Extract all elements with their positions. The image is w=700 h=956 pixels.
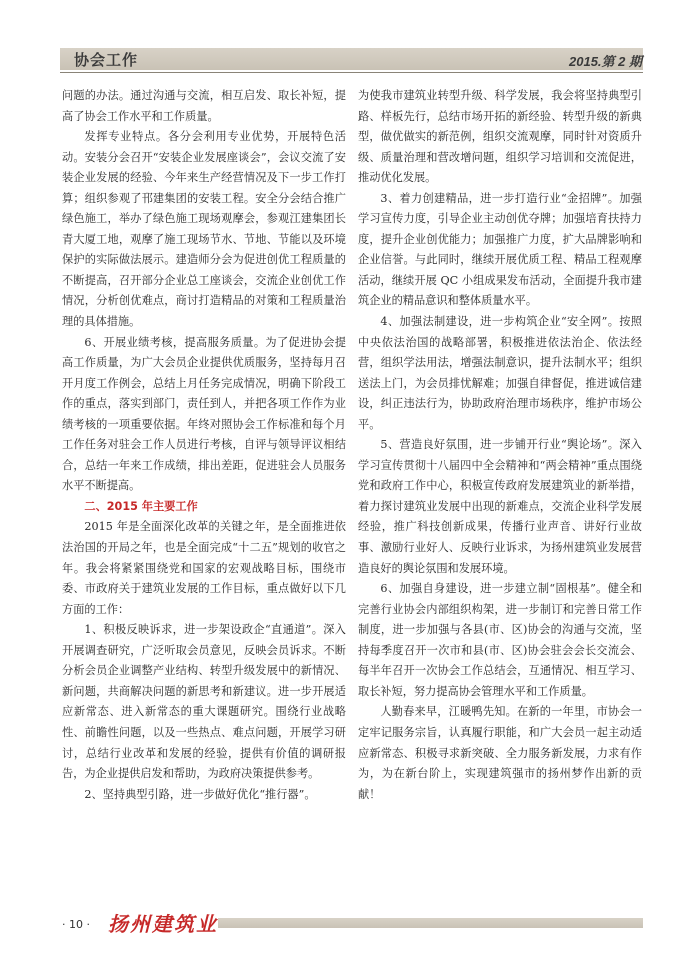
issue-label: 2015.第 2 期 xyxy=(569,54,642,69)
paragraph: 发挥专业特点。各分会利用专业优势，开展特色活动。安装分会召开“安装企业发展座谈会”，会议交流了安装企业发展的经验、今年来生产经营情况及下一步工作打算；组织参观了邗建集团的安装工程。安全分会结合推广绿色施工，举办了绿色施工现场观摩会，参观江建集团长青大厦工地，观摩了施工现场节水、节地、节能以及环境保护的实际做法展示。建造师分会为促进创优工程质量的不断提高，召开部分企业总工座谈会，交流企业创优工作情况，分析创优难点，商讨打造精品的对策和工程质量治理的具体措施。 xyxy=(62,130,346,329)
right-column xyxy=(358,86,642,805)
paragraph: 4、加强法制建设，进一步构筑企业“安全网”。按照中央依法治国的战略部署，积极推进依法治企、依法经营，组织学法用法，增强法制意识，提升法制水平；组织送法上门，为会员排忧解难；加强自律督促，推进诚信建设，纠正违法行为，协助政府治理市场秩序，维护市场公平。 xyxy=(358,315,642,431)
footer-band xyxy=(218,918,643,928)
section-title: 协会工作 xyxy=(74,51,139,69)
paragraph: 2015 年是全面深化改革的关键之年，是全面推进依法治国的开局之年，也是全面完成“十二五”规划的收官之年。我会将紧紧围绕党和国家的宏观战略目标，围绕市委、市政府关于建筑业发展的工作目标，重点做好以下几方面的工作： xyxy=(62,520,346,616)
header-band xyxy=(60,48,643,70)
header-divider xyxy=(60,72,643,73)
section-heading: 二、2015 年主要工作 xyxy=(84,499,198,513)
paragraph: 问题的办法。通过沟通与交流，相互启发、取长补短，提高了协会工作水平和工作质量。 xyxy=(62,89,346,123)
magazine-logo: 扬州建筑业 xyxy=(108,912,218,936)
paragraph: 为使我市建筑业转型升级、科学发展，我会将坚持典型引路、样板先行，总结市场开拓的新经验、转型升级的新典型，做优做实的新范例，组织交流观摩，同时针对资质升级、质量治理和营改增问题，组织学习培训和交流促进，推动优化发展。 xyxy=(358,89,642,185)
paragraph: 1、积极反映诉求，进一步架设政企“直通道”。深入开展调查研究，广泛听取会员意见，反映会员诉求。不断分析会员企业调整产业结构、转型升级发展中的新情况、新问题，共商解决问题的新思考和新建议。进一步开展适应新常态、进入新常态的重大课题研究。围绕行业战略性、前瞻性问题，以及一些热点、难点问题，开展学习研讨，总结行业改革和发展的经验，提供有价值的调研报告，为企业提供启发和帮助，为政府决策提供参考。 xyxy=(62,623,346,781)
paragraph: 3、着力创建精品，进一步打造行业“金招牌”。加强学习宣传力度，引导企业主动创优夺牌；加强培育扶持力度，提升企业创优能力；加强推广力度，扩大品牌影响和企业信誉。与此同时，继续开展优质工程、精品工程观摩活动，继续开展 QC 小组成果发布活动，全面提升我市建筑企业的精品意识和整体质量水平。 xyxy=(358,191,642,308)
left-column xyxy=(62,86,346,805)
paragraph: 2、坚持典型引路，进一步做好优化“推行器”。 xyxy=(84,787,316,801)
paragraph: 人勤春来早，江暖鸭先知。在新的一年里，市协会一定牢记服务宗旨，认真履行职能，和广大会员一起主动适应新常态、积极寻求新突破、全力服务新发展，力求有作为，为在新台阶上，实现建筑强市的扬州梦作出新的贡献！ xyxy=(358,705,642,801)
paragraph: 6、开展业绩考核，提高服务质量。为了促进协会提高工作质量，为广大会员企业提供优质服务，坚持每月召开月度工作例会，总结上月任务完成情况，明确下阶段工作的重点，落实到部门，责任到人，并把各项工作作为业绩考核的一项重要依据。年终对照协会工作标准和每个月工作任务对驻会工作人员进行考核，自评与领导评议相结合，总结一年来工作成绩，排出差距，促进驻会人员服务水平不断提高。 xyxy=(62,335,346,493)
paragraph: 6、加强自身建设，进一步建立制“固根基”。健全和完善行业协会内部组织构架，进一步制订和完善日常工作制度，进一步加强与各县(市、区)协会的沟通与交流，坚持每季度召开一次市和县(市、区)协会驻会会长交流会、每半年召开一次协会工作总结会，互通情况、相互学习、取长补短，努力提高协会管理水平和工作质量。 xyxy=(358,582,642,698)
page-number: · 10 · xyxy=(62,918,90,931)
paragraph: 5、营造良好氛围，进一步铺开行业“舆论场”。深入学习宣传贯彻十八届四中全会精神和“两会精神”重点围绕党和政府工作中心，积极宣传政府发展建筑业的新举措，着力探讨建筑业发展中出现的新难点，交流企业科学发展经验，推广科技创新成果，传播行业声音、讲好行业故事、激励行业好人、反映行业诉求，为扬州建筑业发展营造良好的舆论氛围和发展环境。 xyxy=(358,438,642,575)
